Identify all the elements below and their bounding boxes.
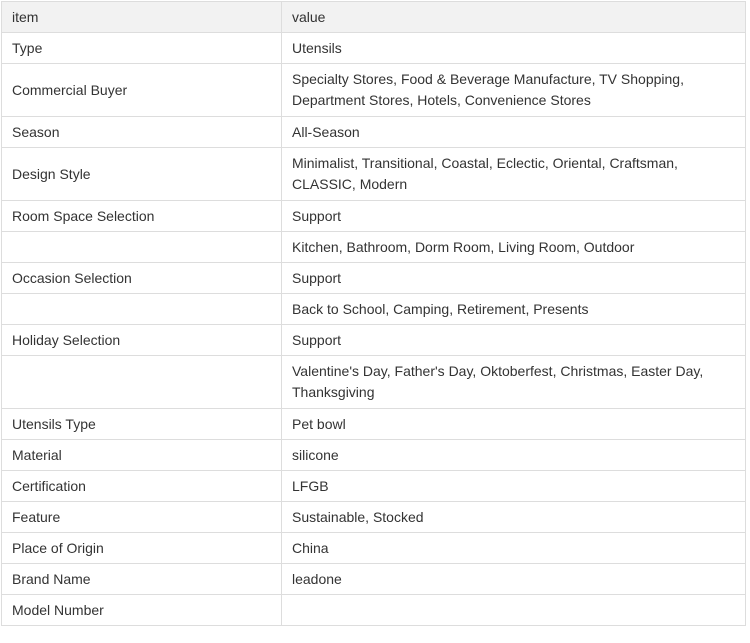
table-row xyxy=(2,564,746,595)
table-row xyxy=(2,409,746,440)
row-item: Model Number xyxy=(2,595,282,626)
table-row xyxy=(2,595,746,626)
row-value: silicone xyxy=(282,440,746,471)
row-value: Utensils xyxy=(282,33,746,64)
row-value: Sustainable, Stocked xyxy=(282,502,746,533)
row-item: Occasion Selection xyxy=(2,263,282,294)
row-value: Kitchen, Bathroom, Dorm Room, Living Room, Outdoor xyxy=(282,232,746,263)
table-row xyxy=(2,148,746,201)
table-row xyxy=(2,471,746,502)
row-value: China xyxy=(282,533,746,564)
table-row xyxy=(2,356,746,409)
header-value: value xyxy=(282,2,746,33)
row-value xyxy=(282,595,746,626)
row-item: Place of Origin xyxy=(2,533,282,564)
row-item xyxy=(2,294,282,325)
table-row xyxy=(2,440,746,471)
row-value: All-Season xyxy=(282,117,746,148)
table-row xyxy=(2,33,746,64)
table-row xyxy=(2,533,746,564)
table-header-row xyxy=(2,2,746,33)
row-item: Brand Name xyxy=(2,564,282,595)
table-row xyxy=(2,232,746,263)
row-value: Valentine's Day, Father's Day, Oktoberfest, Christmas, Easter Day, Thanksgiving xyxy=(282,356,746,409)
row-value: Support xyxy=(282,263,746,294)
row-item: Feature xyxy=(2,502,282,533)
row-item: Holiday Selection xyxy=(2,325,282,356)
row-value: leadone xyxy=(282,564,746,595)
row-item: Type xyxy=(2,33,282,64)
table-row xyxy=(2,502,746,533)
table-row xyxy=(2,325,746,356)
row-item xyxy=(2,232,282,263)
row-value: Back to School, Camping, Retirement, Presents xyxy=(282,294,746,325)
row-value: Pet bowl xyxy=(282,409,746,440)
row-item: Certification xyxy=(2,471,282,502)
row-item: Design Style xyxy=(2,148,282,201)
row-item: Utensils Type xyxy=(2,409,282,440)
table-row xyxy=(2,263,746,294)
table-row xyxy=(2,201,746,232)
row-value: Support xyxy=(282,201,746,232)
row-value: Minimalist, Transitional, Coastal, Eclectic, Oriental, Craftsman, CLASSIC, Modern xyxy=(282,148,746,201)
table-row xyxy=(2,64,746,117)
row-item xyxy=(2,356,282,409)
table-row xyxy=(2,294,746,325)
row-value: Support xyxy=(282,325,746,356)
row-item: Commercial Buyer xyxy=(2,64,282,117)
row-item: Season xyxy=(2,117,282,148)
row-item: Room Space Selection xyxy=(2,201,282,232)
spec-table xyxy=(1,1,746,626)
row-value: LFGB xyxy=(282,471,746,502)
header-item: item xyxy=(2,2,282,33)
row-value: Specialty Stores, Food & Beverage Manufacture, TV Shopping, Department Stores, Hotels, Convenience Stores xyxy=(282,64,746,117)
row-item: Material xyxy=(2,440,282,471)
table-row xyxy=(2,117,746,148)
